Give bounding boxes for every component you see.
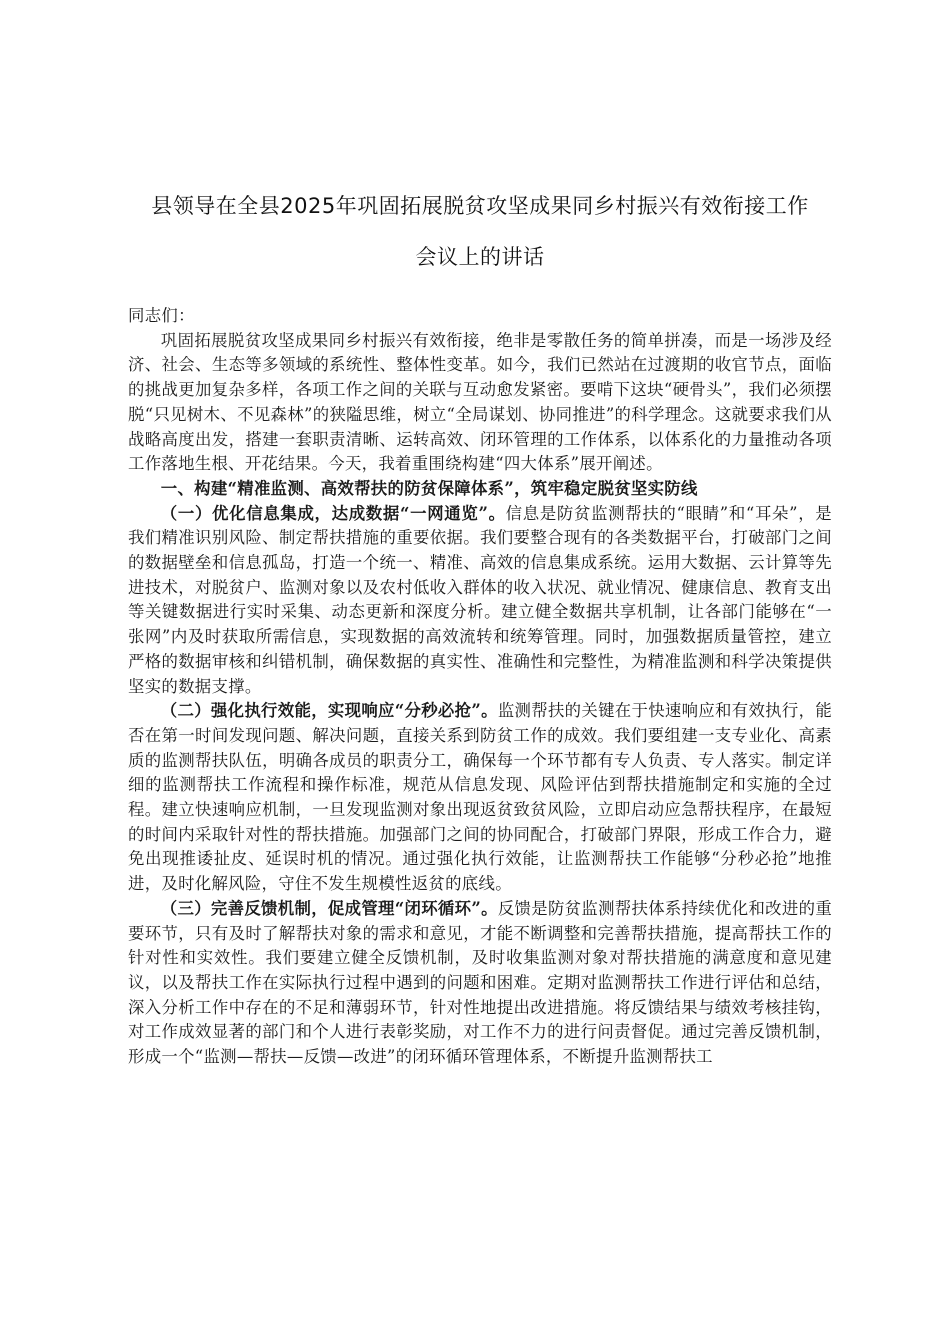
intro-paragraph: 巩固拓展脱贫攻坚成果同乡村振兴有效衔接，绝非是零散任务的简单拼凑，而是一场涉及经济、社会、生态等多领域的系统性、整体性变革。如今，我们已然站在过渡期的收官节点，面临的挑战更加复杂多样，各项工作之间的关联与互动愈发紧密。要啃下这块“硬骨头”，我们必须摆脱“只见树木、不见森林”的狭隘思维，树立“全局谋划、协同推进”的科学理念。这就要求我们从战略高度出发，搭建一套职责清晰、运转高效、闭环管理的工作体系，以体系化的力量推动各项工作落地生根、开花结果。今天，我着重围绕构建“四大体系”展开阐述。 bbox=[128, 330, 832, 474]
salutation: 同志们： bbox=[128, 306, 195, 325]
subsection-2-paragraph bbox=[128, 699, 832, 897]
subsection-1-text: 信息是防贫监测帮扶的“眼睛”和“耳朵”，是我们精准识别风险、制定帮扶措施的重要依据。我们要整合现有的各类数据平台，打破部门之间的数据壁垒和信息孤岛，打造一个统一、精准、高效的信息集成系统。运用大数据、云计算等先进技术，对脱贫户、监测对象以及农村低收入群体的收入状况、就业情况、健康信息、教育支出等关键数据进行实时采集、动态更新和深度分析。建立健全数据共享机制，让各部门能够在“一张网”内及时获取所需信息，实现数据的高效流转和统筹管理。同时，加强数据质量管控，建立严格的数据审核和纠错机制，确保数据的真实性、准确性和完整性，为精准监测和科学决策提供坚实的数据支撑。 bbox=[128, 503, 832, 696]
subsection-2-heading: （二）强化执行效能，实现响应“分秒必抢”。 bbox=[160, 701, 498, 721]
document-title-line-2: 会议上的讲话 bbox=[415, 245, 545, 269]
document-title-line-1: 县领导在全县2025年巩固拓展脱贫攻坚成果同乡村振兴有效衔接工作 bbox=[151, 194, 809, 218]
section-1-heading: 一、构建“精准监测、高效帮扶的防贫保障体系”，筑牢稳定脱贫坚实防线 bbox=[160, 478, 698, 498]
subsection-3-paragraph bbox=[128, 897, 832, 1070]
subsection-1-paragraph bbox=[128, 502, 832, 700]
subsection-1-heading: （一）优化信息集成，达成数据“一网通览”。 bbox=[160, 503, 506, 523]
subsection-3-text: 反馈是防贫监测帮扶体系持续优化和改进的重要环节，只有及时了解帮扶对象的需求和意见，才能不断调整和完善帮扶措施，提高帮扶工作的针对性和实效性。我们要建立健全反馈机制，及时收集监测对象对帮扶措施的满意度和意见建议，以及帮扶工作在实际执行过程中遇到的问题和困难。定期对监测帮扶工作进行评估和总结，深入分析工作中存在的不足和薄弱环节，针对性地提出改进措施。将反馈结果与绩效考核挂钩，对工作成效显著的部门和个人进行表彰奖励，对工作不力的进行问责督促。通过完善反馈机制，形成一个“监测—帮扶—反馈—改进”的闭环循环管理体系，不断提升监测帮扶工 bbox=[128, 898, 833, 1067]
document-body bbox=[128, 304, 832, 1070]
subsection-2-text: 监测帮扶的关键在于快速响应和有效执行，能否在第一时间发现问题、解决问题，直接关系到防贫工作的成效。我们要组建一支专业化、高素质的监测帮扶队伍，明确各成员的职责分工，确保每一个环节都有专人负责、专人落实。制定详细的监测帮扶工作流程和操作标准，规范从信息发现、风险评估到帮扶措施制定和实施的全过程。建立快速响应机制，一旦发现监测对象出现返贫致贫风险，立即启动应急帮扶程序，在最短的时间内采取针对性的帮扶措施。加强部门之间的协同配合，打破部门界限，形成工作合力，避免出现推诿扯皮、延误时机的情况。通过强化执行效能，让监测帮扶工作能够“分秒必抢”地推进，及时化解风险，守住不发生规模性返贫的底线。 bbox=[128, 701, 833, 894]
subsection-3-heading: （三）完善反馈机制，促成管理“闭环循环”。 bbox=[160, 898, 498, 918]
